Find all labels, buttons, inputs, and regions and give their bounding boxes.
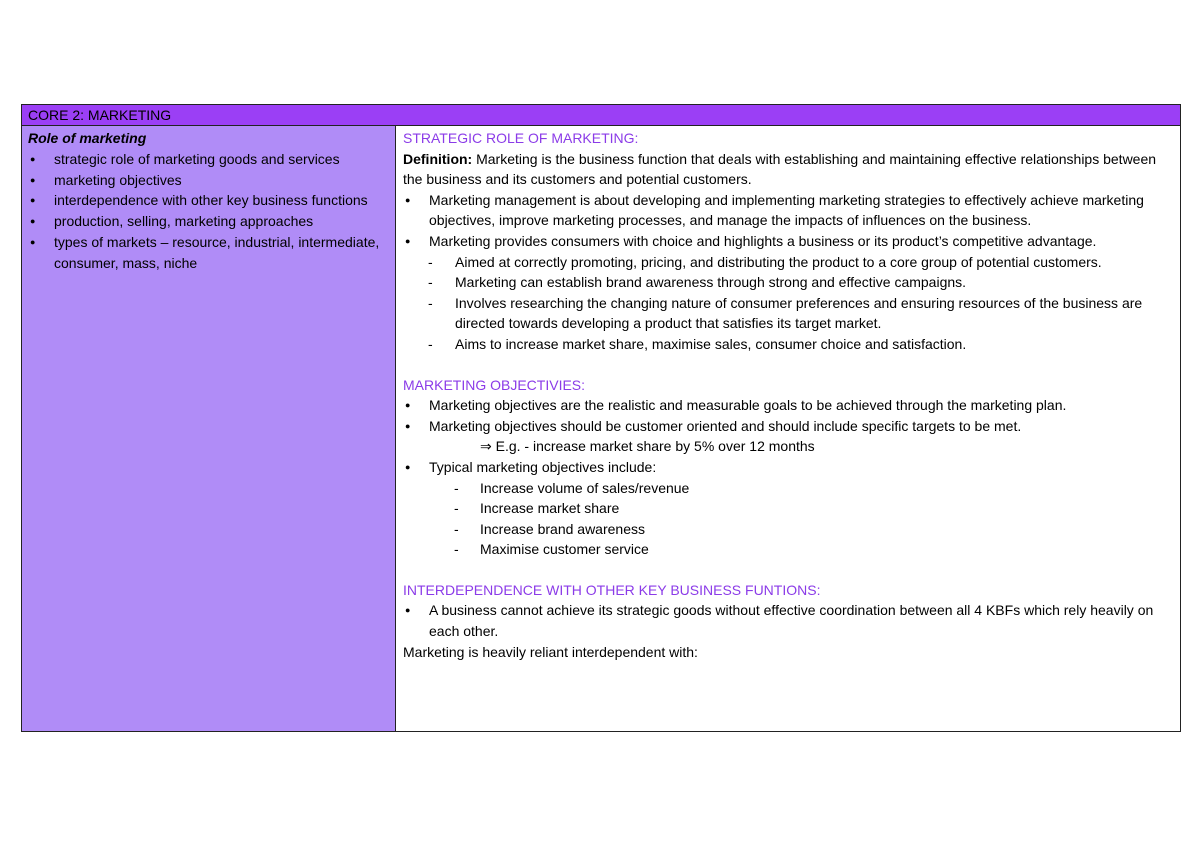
- syllabus-item: ● marketing objectives: [28, 170, 387, 191]
- objectives-list: [403, 395, 1174, 560]
- list-item: ● Marketing management is about developing and implementing marketing strategies to effectively achieve marketing objectives, improve marketing processes, and manage the impacts of influences on the business.: [403, 190, 1174, 231]
- strategic-role-list: [403, 190, 1174, 355]
- sub-list-item: - Increase volume of sales/revenue: [403, 478, 1174, 499]
- list-item: ● Typical marketing objectives include:: [403, 457, 1174, 478]
- syllabus-column: [22, 126, 396, 731]
- definition-text: Marketing is the business function that deals with establishing and maintaining effective relationships between the business and its customers and potential customers.: [403, 150, 1157, 188]
- syllabus-list: [28, 149, 387, 274]
- sub-list-item: - Marketing can establish brand awareness through strong and effective campaigns.: [403, 272, 1174, 293]
- closing-line: Marketing is heavily reliant interdependent with:: [403, 643, 698, 660]
- syllabus-item: ● production, selling, marketing approaches: [28, 211, 387, 232]
- table-header: [22, 105, 1180, 126]
- header-title: CORE 2: MARKETING: [28, 107, 172, 123]
- list-item: ● A business cannot achieve its strategic goods without effective coordination between all 4 KBFs which rely heavily on each other.: [403, 600, 1174, 641]
- definition: [403, 149, 1174, 190]
- notes-column: [396, 126, 1180, 731]
- sub-list-item: - Maximise customer service: [403, 539, 1174, 560]
- syllabus-item: ● types of markets – resource, industrial, intermediate, consumer, mass, niche: [28, 232, 387, 274]
- section-title-interdependence: INTERDEPENDENCE WITH OTHER KEY BUSINESS FUNTIONS:: [403, 581, 821, 598]
- list-item: ● Marketing objectives should be customer oriented and should include specific targets to be met.: [403, 416, 1174, 437]
- syllabus-item: ● interdependence with other key business functions: [28, 190, 387, 211]
- syllabus-heading: Role of marketing: [28, 130, 147, 146]
- example-line: ⇒ E.g. - increase market share by 5% over 12 months: [480, 438, 815, 455]
- list-item: ● Marketing objectives are the realistic and measurable goals to be achieved through the marketing plan.: [403, 395, 1174, 416]
- sub-list-item: - Increase brand awareness: [403, 519, 1174, 540]
- interdependence-list: [403, 600, 1174, 641]
- syllabus-item: ● strategic role of marketing goods and services: [28, 149, 387, 170]
- sub-list-item: - Increase market share: [403, 498, 1174, 519]
- spacer: [403, 355, 1174, 375]
- sub-list-item: - Aims to increase market share, maximise sales, consumer choice and satisfaction.: [403, 334, 1174, 355]
- sub-list-item: - Involves researching the changing nature of consumer preferences and ensuring resources of the business are directed towards developing a product that satisfies its target market.: [403, 293, 1174, 334]
- sub-list-item: - Aimed at correctly promoting, pricing, and distributing the product to a core group of potential customers.: [403, 252, 1174, 273]
- notes-table: [21, 104, 1181, 732]
- section-title-objectives: MARKETING OBJECTIVIES:: [403, 376, 586, 393]
- definition-label: Definition:: [403, 150, 473, 167]
- section-title-strategic-role: STRATEGIC ROLE OF MARKETING:: [403, 130, 639, 146]
- list-item: ● Marketing provides consumers with choice and highlights a business or its product’s competitive advantage.: [403, 231, 1174, 252]
- spacer: [403, 560, 1174, 580]
